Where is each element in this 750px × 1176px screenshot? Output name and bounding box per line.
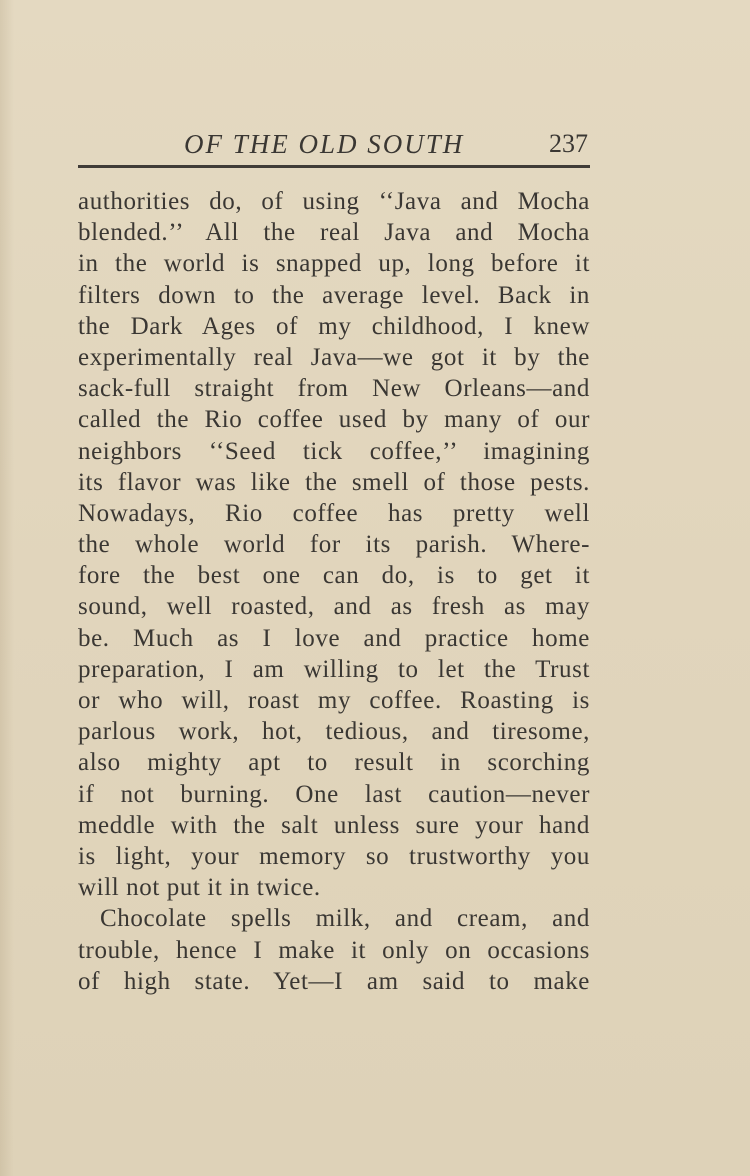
page-header xyxy=(78,128,590,160)
text-line: its flavor was like the smell of those pests. xyxy=(78,468,590,496)
text-line: experimentally real Java—we got it by the xyxy=(78,343,590,371)
running-head: OF THE OLD SOUTH xyxy=(184,129,465,159)
text-line: will not put it in twice. xyxy=(78,874,321,902)
text-line: or who will, roast my coffee. Roasting is xyxy=(78,687,590,714)
text-line: preparation, I am willing to let the Trust xyxy=(78,655,590,683)
text-line: called the Rio coffee used by many of our xyxy=(78,406,590,434)
text-line: be. Much as I love and practice home xyxy=(78,624,590,652)
text-line: sack-full straight from New Orleans—and xyxy=(78,375,590,403)
text-line: Nowadays, Rio coffee has pretty well xyxy=(78,499,590,527)
text-line: neighbors ‘‘Seed tick coffee,’’ imagining xyxy=(78,437,590,465)
text-line: the whole world for its parish. Where- xyxy=(78,531,590,559)
header-rule xyxy=(78,165,590,168)
body-text xyxy=(78,186,590,997)
page-number: 237 xyxy=(549,129,588,158)
text-line: of high state. Yet—I am said to make xyxy=(78,967,590,995)
paragraph xyxy=(78,186,590,903)
text-line: the Dark Ages of my childhood, I knew xyxy=(78,312,590,340)
text-line: sound, well roasted, and as fresh as may xyxy=(78,593,590,621)
text-line: in the world is snapped up, long before it xyxy=(78,250,590,278)
text-line: meddle with the salt unless sure your hand xyxy=(78,811,590,839)
text-line: Chocolate spells milk, and cream, and xyxy=(100,905,590,933)
paragraph xyxy=(78,903,590,997)
text-line: filters down to the average level. Back in xyxy=(78,281,590,309)
text-line: trouble, hence I make it only on occasions xyxy=(78,936,590,964)
text-line: authorities do, of using ‘‘Java and Mocha xyxy=(78,188,590,215)
text-line: also mighty apt to result in scorching xyxy=(78,749,590,777)
text-line: if not burning. One last caution—never xyxy=(78,780,590,808)
text-line: fore the best one can do, is to get it xyxy=(78,562,590,590)
text-line: parlous work, hot, tedious, and tiresome, xyxy=(78,718,590,746)
text-line: blended.’’ All the real Java and Mocha xyxy=(78,219,590,247)
text-line: is light, your memory so trustworthy you xyxy=(78,842,590,870)
